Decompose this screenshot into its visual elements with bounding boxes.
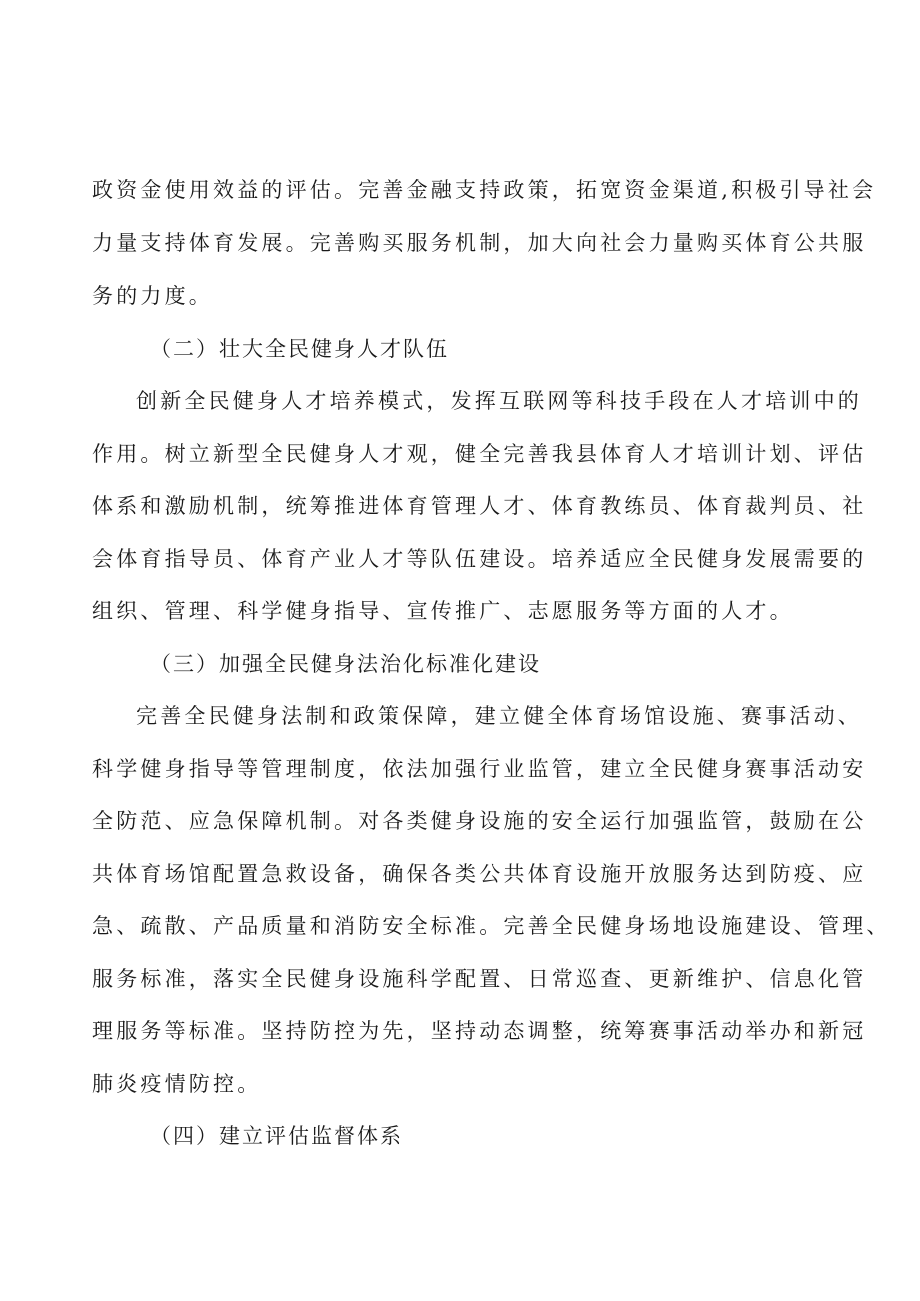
text-line: 共体育场馆配置急救设备，确保各类公共体育设施开放服务达到防疫、应 <box>92 862 867 886</box>
text-line: 全防范、应急保障机制。对各类健身设施的安全运行加强监管，鼓励在公 <box>92 809 867 833</box>
text-line: 体系和激励机制，统筹推进体育管理人才、体育教练员、体育裁判员、社 <box>92 494 867 518</box>
section-heading-3: （三）加强全民健身法治化标准化建设 <box>150 652 541 676</box>
text-line: 理服务等标准。坚持防控为先，坚持动态调整，统筹赛事活动举办和新冠 <box>92 1019 867 1043</box>
section-heading-2: （二）壮大全民健身人才队伍 <box>150 337 449 361</box>
text-line: 力量支持体育发展。完善购买服务机制，加大向社会力量购买体育公共服 <box>92 231 867 255</box>
text-line: 肺炎疫情防控。 <box>92 1072 262 1096</box>
text-line: 急、疏散、产品质量和消防安全标准。完善全民健身场地设施建设、管理、 <box>92 914 891 938</box>
text-line: 作用。树立新型全民健身人才观，健全完善我县体育人才培训计划、评估 <box>92 442 867 466</box>
text-line: 组织、管理、科学健身指导、宣传推广、志愿服务等方面的人才。 <box>92 599 794 623</box>
text-line: 完善全民健身法制和政策保障，建立健全体育场馆设施、赛事活动、 <box>136 704 862 728</box>
text-line: 服务标准，落实全民健身设施科学配置、日常巡查、更新维护、信息化管 <box>92 967 867 991</box>
text-line: 务的力度。 <box>92 284 213 308</box>
text-line: 创新全民健身人才培养模式，发挥互联网等科技手段在人才培训中的 <box>136 389 862 413</box>
text-line: 政资金使用效益的评估。完善金融支持政策，拓宽资金渠道,积极引导社会 <box>92 178 877 202</box>
section-heading-4: （四）建立评估监督体系 <box>150 1124 403 1148</box>
text-line: 会体育指导员、体育产业人才等队伍建设。培养适应全民健身发展需要的 <box>92 547 867 571</box>
text-line: 科学健身指导等管理制度，依法加强行业监管，建立全民健身赛事活动安 <box>92 757 867 781</box>
